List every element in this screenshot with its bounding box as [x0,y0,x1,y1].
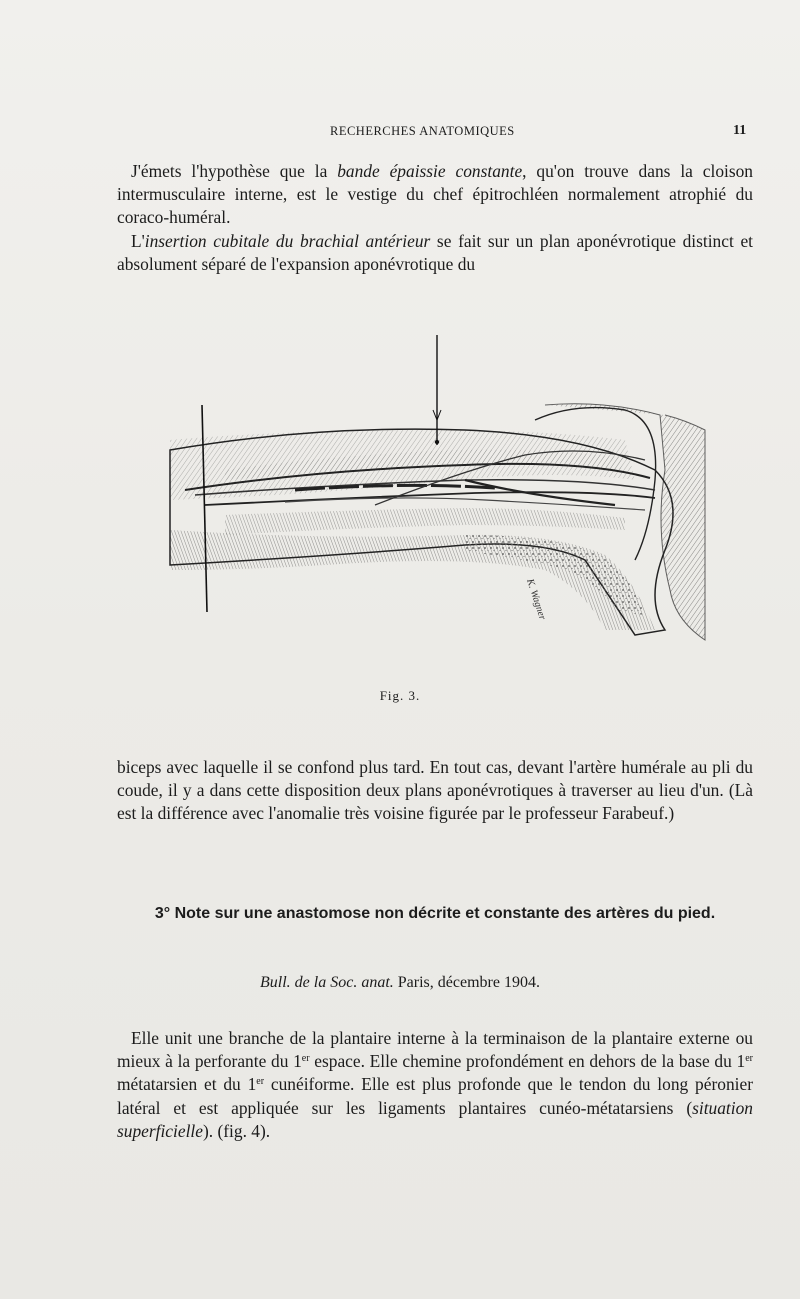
emphasis-bande: bande épaissie constante [337,161,523,181]
running-head: RECHERCHES ANATOMIQUES [330,124,515,138]
paragraph-insertion: L'insertion cubitale du brachial antérieur se fait sur un plan aponévrotique distinct et absolument séparé de l'expansion aponévrotique du [117,230,753,274]
section-heading: 3° Note sur une anastomose non décrite et constante des artères du pied. [154,905,716,922]
anatomical-figure [165,330,710,645]
text-block-top [117,160,753,276]
citation-journal: Bull. de la Soc. anat. [260,974,394,991]
emphasis-insertion: insertion cubitale du brachial antérieur [144,230,431,251]
citation [0,974,800,992]
illustrator-signature: K. Wagner [524,577,548,622]
page-number: 11 [733,123,747,138]
paragraph-biceps: biceps avec laquelle il se confond plus tard. En tout cas, devant l'artère humérale au pli du coude, il y a dans cette disposition deux plans aponévrotiques à traverser au lieu d'un. (Là est la différence avec l'anomalie très voisine figurée par le professeur Farabeuf.) [117,757,753,824]
emphasis-situation: situation superficielle [117,1097,753,1141]
figure-caption: Fig. 3. [379,688,421,703]
paragraph-anastomose: Elle unit une branche de la plantaire interne à la terminaison de la plantaire externe ou mieux à la perforante du 1er espace. Elle chemine profondément en dehors de la base du 1er métatarsien et du 1er cunéiforme. Elle est plus profonde que le tendon du long péronier latéral et est appliquée sur les ligaments plantaires cunéo-métatarsiens (situation superficielle). (fig. 4). [117,1028,753,1141]
paragraph-hypothesis: J'émets l'hypothèse que la bande épaissie constante, qu'on trouve dans la cloison intermusculaire interne, est le vestige du chef épitrochléen normalement atrophié du coraco-huméral. [117,161,754,228]
arm-dissection-illustration [165,330,710,645]
text-block-middle [117,756,753,826]
text-block-bottom [117,1027,753,1143]
citation-date: Paris, décembre 1904. [393,974,540,991]
